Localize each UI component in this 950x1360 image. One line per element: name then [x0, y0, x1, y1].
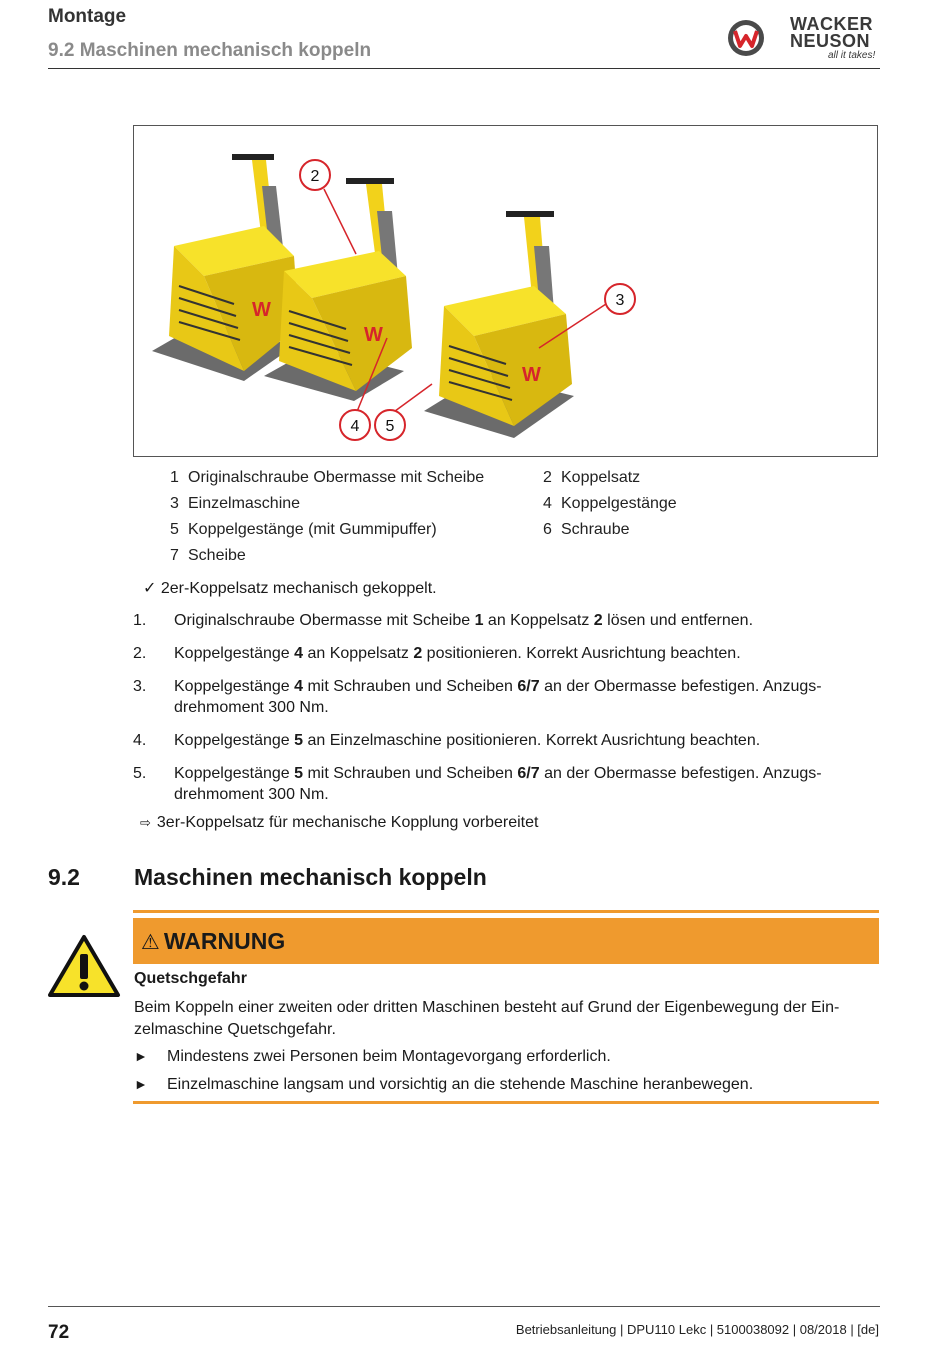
- warning-text: Beim Koppeln einer zweiten oder dritten Maschinen besteht auf Grund der Eigenbewegung der Ein-zelmaschine Quetschgefahr.: [134, 999, 840, 1038]
- logo-wordmark: [790, 16, 873, 50]
- svg-text:4: 4: [350, 418, 360, 435]
- legend-item: 1 Originalschraube Obermasse mit Scheibe: [170, 469, 485, 486]
- section-heading: Maschinen mechanisch koppeln: [134, 864, 487, 890]
- logo-line-2: NEUSON: [790, 31, 871, 51]
- legend-item: 7 Scheibe: [170, 547, 246, 564]
- checkmark-icon: ✓: [143, 580, 161, 597]
- callout-3: [605, 284, 635, 314]
- footer-divider: [48, 1306, 880, 1307]
- warning-heading: Quetschgefahr: [134, 970, 247, 987]
- chapter-title: Montage: [48, 6, 127, 27]
- legend-item: 4 Koppelgestänge: [543, 495, 677, 512]
- step-item: 3. Koppelgestänge 4 mit Schrauben und Scheiben 6/7 an der Obermasse befestigen. Anzugs-drehmoment 300 Nm.: [133, 678, 822, 716]
- step-list: [133, 610, 878, 817]
- brand-logo: [724, 14, 884, 66]
- section-subtitle: 9.2 Maschinen mechanisch koppeln: [48, 40, 372, 61]
- warning-triangle-icon: [47, 934, 121, 998]
- section-number: 9.2: [48, 864, 80, 890]
- logo-line-1: WACKER: [790, 14, 873, 34]
- step-item: 1. Originalschraube Obermasse mit Scheibe 1 an Koppelsatz 2 lösen und entfernen.: [133, 612, 754, 629]
- precondition: ✓ 2er-Koppelsatz mechanisch gekoppelt.: [143, 580, 437, 597]
- bullet-arrow-icon: ►: [134, 1076, 148, 1092]
- legend-item: 3 Einzelmaschine: [170, 495, 301, 512]
- legend-item: 6 Schraube: [543, 521, 630, 538]
- logo-tagline: all it takes!: [828, 50, 876, 61]
- footer-info: Betriebsanleitung | DPU110 Lekc | 5100038092 | 08/2018 | [de]: [515, 1322, 879, 1337]
- svg-text:W: W: [252, 299, 271, 321]
- callout-4: [340, 410, 370, 440]
- bullet-arrow-icon: ►: [134, 1048, 148, 1064]
- machine-3: [424, 211, 574, 438]
- step-item: 5. Koppelgestänge 5 mit Schrauben und Scheiben 6/7 an der Obermasse befestigen. Anzugs-drehmoment 300 Nm.: [133, 765, 822, 803]
- svg-text:5: 5: [385, 418, 395, 435]
- svg-text:W: W: [364, 324, 383, 346]
- header-divider: [48, 68, 880, 69]
- step-item: 2. Koppelgestänge 4 an Koppelsatz 2 positionieren. Korrekt Ausrichtung beachten.: [133, 645, 741, 662]
- warning-bullet: ► Mindestens zwei Personen beim Montagevorgang erforderlich.: [134, 1048, 611, 1065]
- step-item: 4. Koppelgestänge 5 an Einzelmaschine positionieren. Korrekt Ausrichtung beachten.: [133, 732, 761, 749]
- machines-figure: [133, 125, 878, 457]
- legend-item: 2 Koppelsatz: [543, 469, 641, 486]
- svg-text:W: W: [522, 364, 541, 386]
- warning-small-icon: ⚠: [141, 931, 160, 954]
- warning-top-rule: [133, 910, 879, 913]
- callout-5: [375, 410, 405, 440]
- svg-text:2: 2: [310, 168, 320, 185]
- callout-2: [300, 160, 330, 190]
- result-line: ⇨ 3er-Koppelsatz für mechanische Kopplung vorbereitet: [140, 814, 539, 831]
- warning-bullet: ► Einzelmaschine langsam und vorsichtig an die stehende Maschine heranbewegen.: [134, 1076, 754, 1093]
- warning-banner: [133, 918, 879, 964]
- logo-w-icon: [726, 18, 766, 58]
- warning-bottom-rule: [133, 1101, 879, 1104]
- legend-item: 5 Koppelgestänge (mit Gummipuffer): [170, 521, 437, 538]
- page-number: 72: [48, 1322, 70, 1343]
- machine-2: [264, 178, 412, 401]
- result-arrow-icon: ⇨: [140, 815, 151, 830]
- machine-1: [152, 154, 299, 381]
- warning-label: WARNUNG: [163, 928, 286, 954]
- machines-illustration: [134, 126, 877, 456]
- svg-text:3: 3: [615, 292, 625, 309]
